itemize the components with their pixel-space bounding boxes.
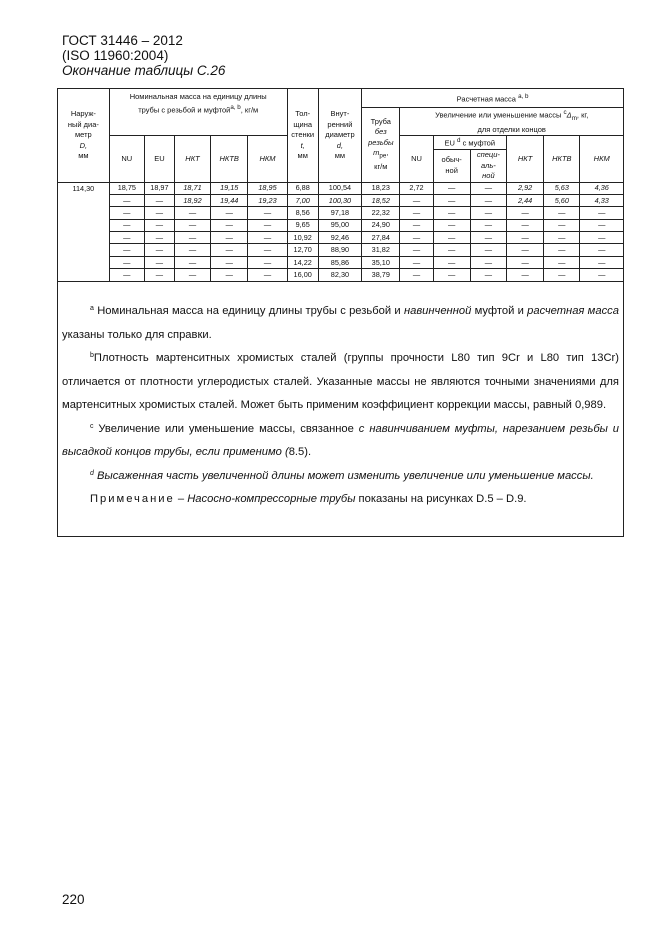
cell: —: [400, 207, 433, 219]
table-note: Примечание – Насосно-компрессорные трубы показаны на рисунках D.5 – D.9.: [90, 493, 527, 505]
cell: —: [506, 269, 543, 281]
cell: 5,60: [544, 194, 580, 206]
cell: —: [144, 219, 174, 231]
cell: 6,88: [287, 182, 318, 194]
page-number: 220: [62, 892, 85, 907]
cell: 4,33: [580, 194, 624, 206]
cell: —: [248, 256, 287, 268]
cell: —: [433, 256, 470, 268]
cell: —: [400, 244, 433, 256]
footnote-b: $^b$Плотность мартенситных хромистых сталей (группы прочности L80 тип 9Cr и L80 тип 13Cr) отличается от плотности углеродистых сталей. Указанные массы не являются точными значениями для мартенситных хромистых сталей. Может быть применим коэффициент коррекции массы, равный 0,989.: [62, 352, 619, 411]
cell: —: [248, 219, 287, 231]
iso-reference: (ISO 11960:2004): [62, 48, 169, 63]
cell: 19,15: [211, 182, 248, 194]
header-nkm: НКМ: [248, 136, 287, 183]
cell: —: [400, 194, 433, 206]
cell: —: [544, 207, 580, 219]
cell: 18,92: [174, 194, 210, 206]
cell: —: [580, 232, 624, 244]
cell: 18,97: [144, 182, 174, 194]
cell: 88,90: [318, 244, 361, 256]
cell: —: [144, 269, 174, 281]
cell: 31,82: [362, 244, 400, 256]
cell: —: [433, 194, 470, 206]
header-diameter: Наруж- ный диа- метр D, мм: [58, 89, 110, 183]
cell: 10,92: [287, 232, 318, 244]
cell: 18,71: [174, 182, 210, 194]
table-row: [58, 182, 624, 194]
cell: 19,44: [211, 194, 248, 206]
cell: —: [144, 207, 174, 219]
cell: —: [211, 219, 248, 231]
cell: —: [580, 207, 624, 219]
table-row: [58, 244, 624, 256]
cell: —: [400, 232, 433, 244]
table-row: [58, 232, 624, 244]
header-mass-change: Увеличение или уменьшение массы $^c\Delta_m$, кг, для отделки концов: [400, 108, 624, 136]
cell: —: [109, 269, 144, 281]
cell: —: [211, 232, 248, 244]
header-calculated-mass: Расчетная масса $^{a, b}$: [362, 89, 624, 108]
cell: 92,46: [318, 232, 361, 244]
header-pipe-no-thread: Труба без резьбы $m_{pe}$, кг/м: [362, 108, 400, 183]
cell: 12,70: [287, 244, 318, 256]
cell: —: [506, 232, 543, 244]
table-caption: Окончание таблицы С.26: [62, 63, 226, 78]
cell: —: [580, 269, 624, 281]
cell: —: [580, 244, 624, 256]
cell: —: [144, 256, 174, 268]
cell: —: [544, 244, 580, 256]
cell: 5,63: [544, 182, 580, 194]
cell: 22,32: [362, 207, 400, 219]
cell: —: [433, 269, 470, 281]
cell: —: [248, 244, 287, 256]
cell: 95,00: [318, 219, 361, 231]
cell: —: [544, 269, 580, 281]
cell: 19,23: [248, 194, 287, 206]
cell: —: [580, 219, 624, 231]
cell: —: [211, 244, 248, 256]
cell: —: [470, 269, 506, 281]
header-nktv: НКТВ: [211, 136, 248, 183]
cell: —: [109, 219, 144, 231]
cell: 24,90: [362, 219, 400, 231]
cell: 38,79: [362, 269, 400, 281]
table-row: [58, 194, 624, 206]
cell: —: [506, 207, 543, 219]
cell: 18,52: [362, 194, 400, 206]
cell: —: [433, 244, 470, 256]
header-nkt: НКТ: [174, 136, 210, 183]
cell: 2,92: [506, 182, 543, 194]
standard-code: ГОСТ 31446 – 2012: [62, 33, 183, 48]
footnote-c: $^c$ Увеличение или уменьшение массы, связанное с навинчиванием муфты, нарезанием резьбы и высадкой концов трубы, если применимо (8.5).: [62, 422, 619, 458]
cell: 85,86: [318, 256, 361, 268]
cell: —: [470, 244, 506, 256]
cell: —: [109, 232, 144, 244]
cell: 82,30: [318, 269, 361, 281]
cell: —: [174, 232, 210, 244]
cell: —: [109, 207, 144, 219]
cell: —: [400, 256, 433, 268]
cell: 100,54: [318, 182, 361, 194]
cell: —: [544, 256, 580, 268]
cell: —: [144, 194, 174, 206]
cell: —: [248, 232, 287, 244]
cell: 35,10: [362, 256, 400, 268]
header-change-nkt: НКТ: [506, 136, 543, 183]
cell: 7,00: [287, 194, 318, 206]
document-header: [62, 33, 225, 78]
cell: —: [109, 244, 144, 256]
table-row: [58, 207, 624, 219]
table-head: [58, 89, 624, 183]
cell: —: [470, 182, 506, 194]
cell: —: [248, 269, 287, 281]
header-change-nu: NU: [400, 136, 433, 183]
cell: —: [506, 256, 543, 268]
table-row: [58, 219, 624, 231]
cell: 8,56: [287, 207, 318, 219]
cell: 18,75: [109, 182, 144, 194]
cell: —: [470, 232, 506, 244]
cell: —: [470, 256, 506, 268]
cell: —: [174, 219, 210, 231]
cell: —: [544, 219, 580, 231]
cell: —: [580, 256, 624, 268]
table-body: [58, 182, 624, 281]
cell: —: [400, 269, 433, 281]
mass-table: [57, 88, 624, 282]
cell: —: [109, 256, 144, 268]
cell: —: [470, 207, 506, 219]
cell: 2,44: [506, 194, 543, 206]
header-special: специ- аль- ной: [470, 150, 506, 183]
cell: 97,18: [318, 207, 361, 219]
footnotes: [62, 300, 619, 512]
header-nu: NU: [109, 136, 144, 183]
cell: 14,22: [287, 256, 318, 268]
cell: 27,84: [362, 232, 400, 244]
diameter-cell: 114,30: [58, 182, 110, 281]
cell: 18,95: [248, 182, 287, 194]
cell: —: [400, 219, 433, 231]
cell: 18,23: [362, 182, 400, 194]
cell: —: [144, 232, 174, 244]
header-wall-thickness: Тол- щина стенки t, мм: [287, 89, 318, 183]
cell: —: [506, 219, 543, 231]
header-eu: EU: [144, 136, 174, 183]
cell: —: [433, 182, 470, 194]
cell: —: [211, 207, 248, 219]
cell: —: [174, 207, 210, 219]
cell: —: [470, 219, 506, 231]
cell: —: [174, 256, 210, 268]
cell: —: [506, 244, 543, 256]
cell: —: [433, 207, 470, 219]
cell: —: [174, 244, 210, 256]
footnote-a: $^a$ Номинальная масса на единицу длины трубы с резьбой и навинченной муфтой и расчетная масса указаны только для справки.: [62, 305, 619, 341]
cell: —: [248, 207, 287, 219]
cell: —: [144, 244, 174, 256]
cell: —: [433, 219, 470, 231]
table-row: [58, 269, 624, 281]
cell: —: [109, 194, 144, 206]
cell: —: [470, 194, 506, 206]
cell: 9,65: [287, 219, 318, 231]
footnote-d: $^d$ Высаженная часть увеличенной длины может изменить увеличение или уменьшение массы.: [90, 469, 594, 482]
table-row: [58, 256, 624, 268]
cell: —: [211, 256, 248, 268]
cell: 2,72: [400, 182, 433, 194]
cell: —: [433, 232, 470, 244]
cell: —: [211, 269, 248, 281]
header-nominal-mass: Номинальная масса на единицу длины трубы с резьбой и муфтой$^{a, b}$, кг/м: [109, 89, 287, 136]
header-change-nkm: НКМ: [580, 136, 624, 183]
header-change-nktv: НКТВ: [544, 136, 580, 183]
header-inner-diameter: Внут- ренний диаметр d, мм: [318, 89, 361, 183]
cell: —: [544, 232, 580, 244]
cell: —: [174, 269, 210, 281]
cell: 100,30: [318, 194, 361, 206]
header-ordinary: обыч- ной: [433, 150, 470, 183]
header-eu-coupling: EU $^d$ с муфтой: [433, 136, 506, 150]
cell: 4,36: [580, 182, 624, 194]
cell: 16,00: [287, 269, 318, 281]
